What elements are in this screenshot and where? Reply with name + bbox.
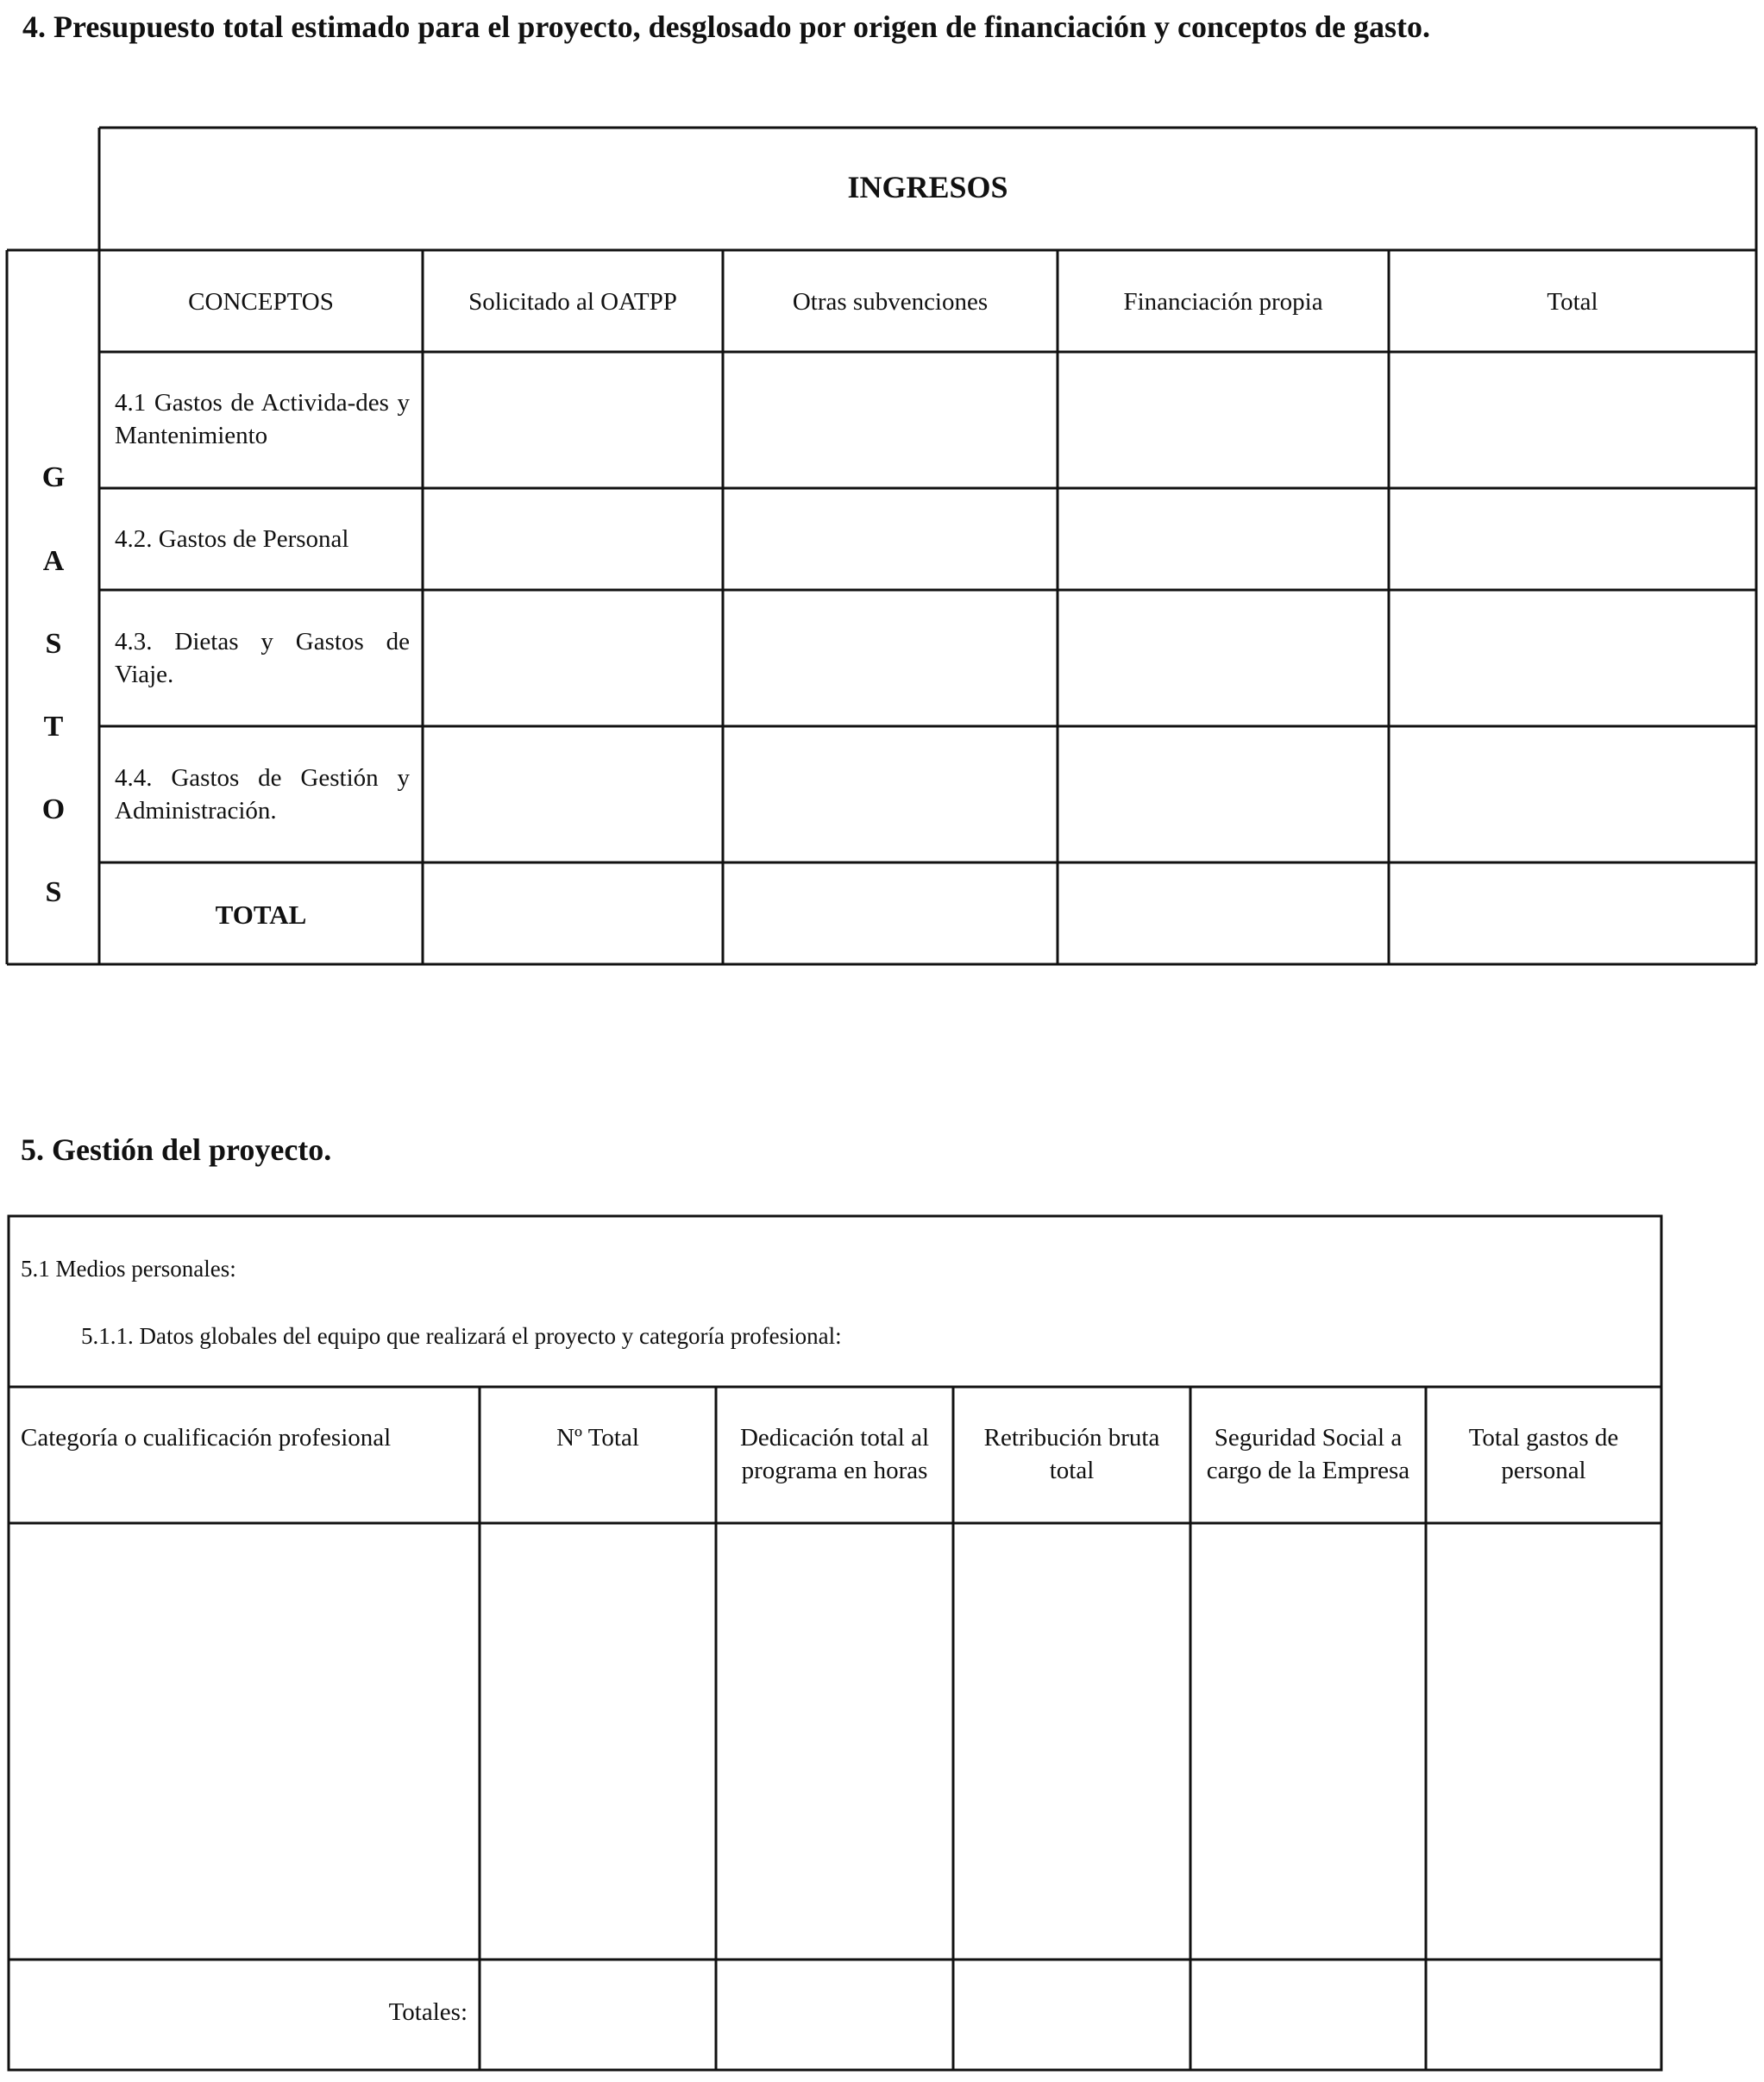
budget-cell[interactable] (1059, 728, 1387, 861)
personnel-cell[interactable] (1428, 1525, 1660, 1958)
totales-label: Totales: (388, 1998, 468, 2026)
section-4-heading: 4. Presupuesto total estimado para el proyecto, desglosado por origen de financiación y conceptos de gasto. (22, 9, 1430, 44)
budget-cell[interactable] (1390, 490, 1755, 588)
gastos-letter: S (45, 628, 62, 660)
column-header-n-total: Nº Total (556, 1424, 639, 1452)
budget-total-cell[interactable] (1390, 864, 1755, 963)
column-header-financiacion-propia: Financiación propia (1123, 288, 1323, 316)
ingresos-header: INGRESOS (847, 170, 1008, 204)
personnel-total-cell[interactable] (1428, 1961, 1660, 2068)
column-header-solicitado: Solicitado al OATPP (468, 288, 677, 316)
gastos-letter: T (43, 711, 64, 743)
budget-cell[interactable] (725, 490, 1056, 588)
personnel-total-cell[interactable] (481, 1961, 714, 2068)
column-header-otras-subvenciones: Otras subvenciones (792, 288, 989, 316)
budget-cell[interactable] (725, 354, 1056, 486)
datos-globales-label: 5.1.1. Datos globales del equipo que realizará el proyecto y categoría profesional: (81, 1323, 842, 1349)
gastos-letter: S (45, 876, 62, 908)
personnel-cell[interactable] (481, 1525, 714, 1958)
gastos-letter: G (41, 461, 66, 493)
budget-cell[interactable] (424, 592, 721, 724)
personnel-cell[interactable] (1192, 1525, 1424, 1958)
row-label-personal: 4.2. Gastos de Personal (115, 525, 349, 553)
budget-cell[interactable] (424, 490, 721, 588)
budget-cell[interactable] (1390, 354, 1755, 486)
budget-cell[interactable] (1390, 728, 1755, 861)
gastos-letter: A (42, 545, 65, 577)
row-label-actividades: 4.1 Gastos de Activida-des y Mantenimiento (115, 389, 410, 449)
column-header-conceptos: CONCEPTOS (188, 288, 334, 316)
personnel-total-cell[interactable] (1192, 1961, 1424, 2068)
section-5-heading: 5. Gestión del proyecto. (21, 1132, 332, 1167)
row-label-dietas: 4.3. Dietas y Gastos de Viaje. (115, 628, 410, 688)
column-header-retribucion: Retribución bruta total (983, 1424, 1160, 1484)
column-header-seguridad-social: Seguridad Social a cargo de la Empresa (1206, 1424, 1410, 1484)
budget-total-cell[interactable] (1059, 864, 1387, 963)
budget-total-cell[interactable] (725, 864, 1056, 963)
personnel-cell[interactable] (10, 1525, 478, 1958)
personnel-cell[interactable] (718, 1525, 951, 1958)
medios-personales-label: 5.1 Medios personales: (21, 1256, 236, 1282)
budget-cell[interactable] (424, 728, 721, 861)
budget-cell[interactable] (1390, 592, 1755, 724)
gastos-letter: O (41, 793, 66, 825)
column-header-total-gastos: Total gastos de personal (1468, 1424, 1619, 1484)
column-header-total: Total (1547, 288, 1598, 316)
budget-cell[interactable] (1059, 490, 1387, 588)
personnel-total-cell[interactable] (718, 1961, 951, 2068)
row-label-total: TOTAL (215, 900, 307, 930)
column-header-categoria: Categoría o cualificación profesional (21, 1424, 392, 1452)
budget-cell[interactable] (424, 354, 721, 486)
budget-cell[interactable] (725, 728, 1056, 861)
personnel-cell[interactable] (955, 1525, 1189, 1958)
row-label-gestion: 4.4. Gastos de Gestión y Administración. (115, 764, 410, 825)
personnel-total-cell[interactable] (955, 1961, 1189, 2068)
budget-cell[interactable] (1059, 592, 1387, 724)
budget-cell[interactable] (1059, 354, 1387, 486)
budget-cell[interactable] (725, 592, 1056, 724)
budget-total-cell[interactable] (424, 864, 721, 963)
column-header-dedicacion: Dedicación total al programa en horas (739, 1424, 929, 1484)
